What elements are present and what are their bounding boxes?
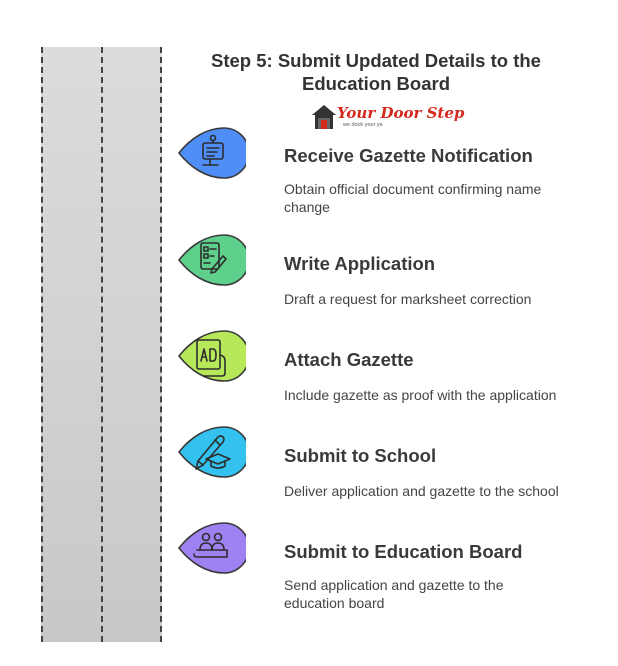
- page-title: [176, 49, 576, 95]
- logo-tagline: we dock your ye: [343, 122, 383, 128]
- step-1-desc: [284, 180, 584, 216]
- step-marker-5: [176, 521, 246, 575]
- step-1-desc-line-1: Obtain official document confirming name: [284, 181, 542, 197]
- step-3-desc: [284, 386, 584, 404]
- road-edge-left: [41, 47, 43, 642]
- step-5-title: Submit to Education Board: [284, 541, 523, 562]
- step-marker-1: [176, 126, 246, 180]
- step-3-title: Attach Gazette: [284, 349, 414, 370]
- step-5-desc-line-2: education board: [284, 595, 385, 611]
- step-4-title: Submit to School: [284, 445, 437, 466]
- step-marker-3: [176, 329, 246, 383]
- step-1-title: Receive Gazette Notification: [284, 145, 533, 166]
- step-5-desc: [284, 576, 584, 612]
- step-2-title: Write Application: [284, 253, 436, 274]
- title-line-2: Education Board: [301, 73, 450, 94]
- step-1-desc-line-2: change: [284, 199, 330, 215]
- step-3-desc-line-1: Include gazette as proof with the application: [284, 387, 557, 403]
- step-5-desc-line-1: Send application and gazette to the: [284, 577, 504, 593]
- road-edge-right: [160, 47, 162, 642]
- step-2-desc-line-1: Draft a request for marksheet correction: [284, 291, 532, 307]
- title-line-1: Step 5: Submit Updated Details to the: [211, 50, 541, 71]
- road-center-line: [101, 47, 103, 642]
- brand-logo: [310, 102, 465, 132]
- house-logo-icon: [310, 102, 338, 132]
- step-marker-4: [176, 425, 246, 479]
- step-4-desc-line-1: Deliver application and gazette to the school: [284, 483, 559, 499]
- logo-brand-text: Your Door Step: [337, 104, 465, 122]
- step-marker-2: [176, 233, 246, 287]
- step-4-desc: [284, 482, 584, 500]
- step-2-desc: [284, 290, 584, 308]
